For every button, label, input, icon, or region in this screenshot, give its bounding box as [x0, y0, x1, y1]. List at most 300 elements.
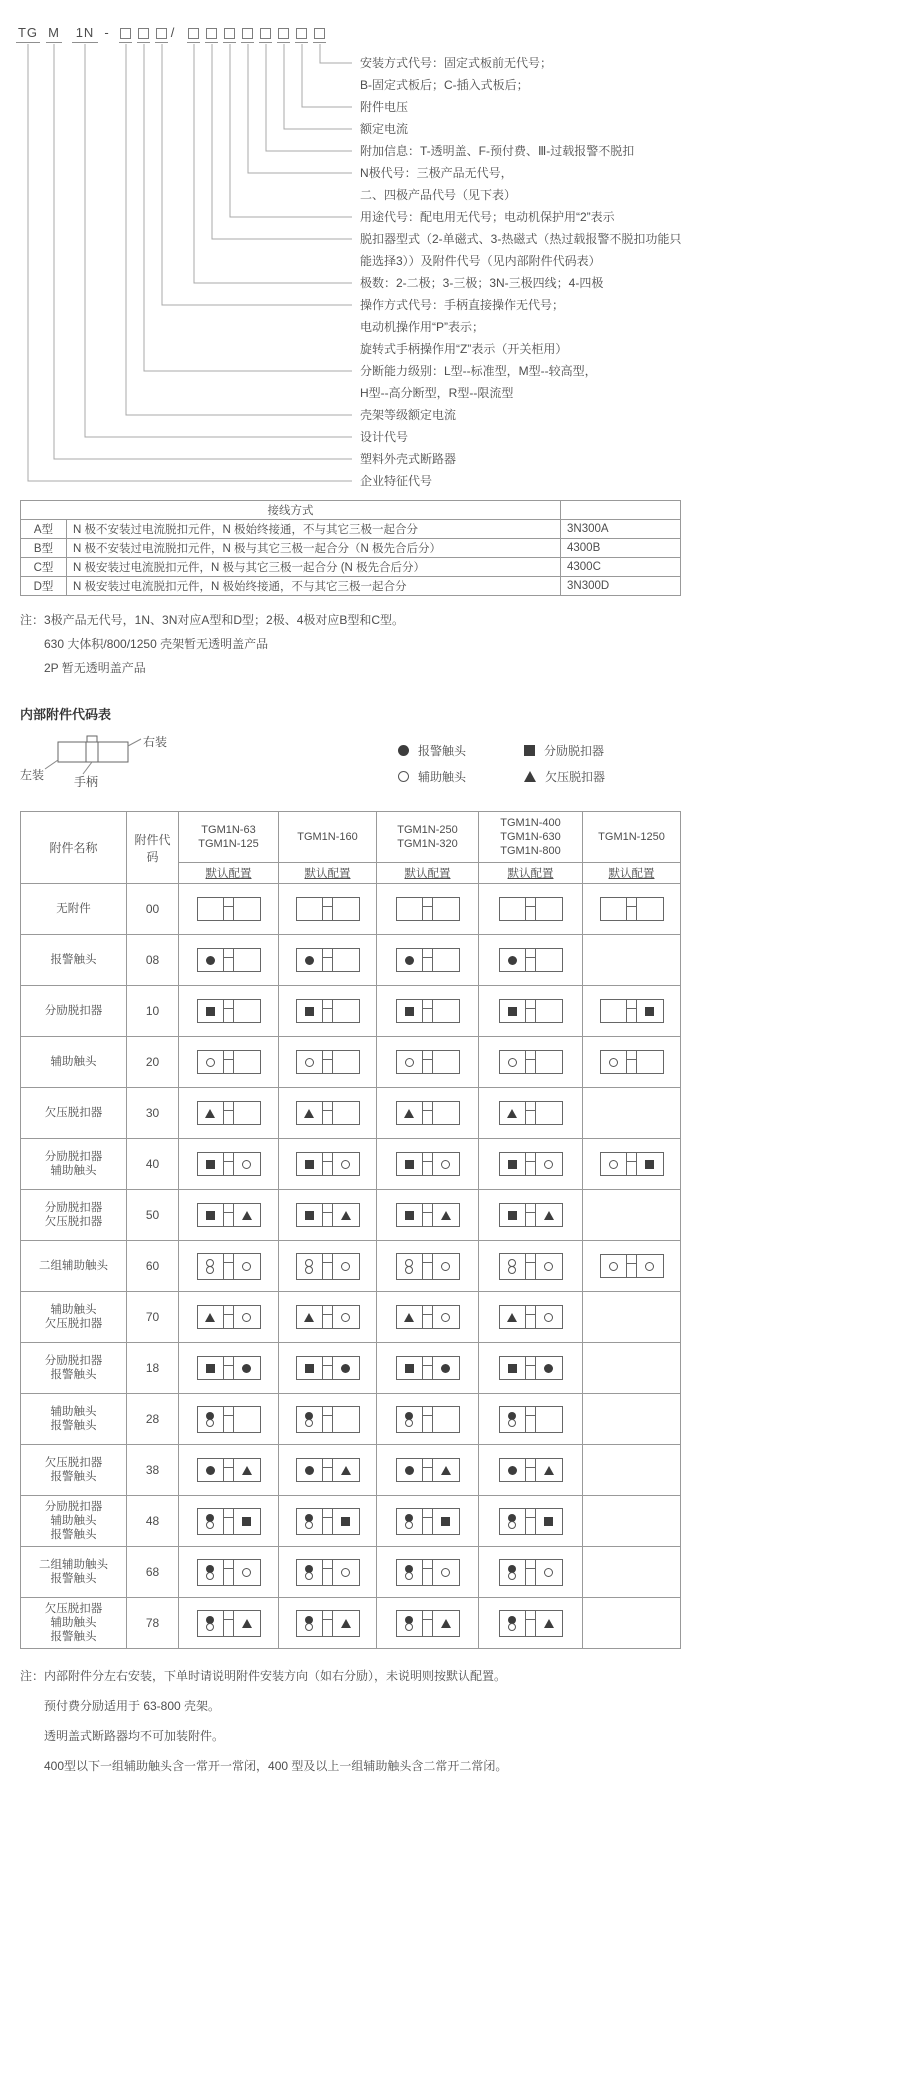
aux-contact-icon [305, 1623, 313, 1631]
diagram-right-zone [333, 1357, 359, 1379]
shunt-release-icon [508, 1160, 517, 1169]
accessory-name-line: 报警触头 [50, 1529, 97, 1541]
undervoltage-release-icon [544, 1619, 554, 1628]
legend-label: 报警触头 [418, 743, 467, 758]
accessory-diagram [197, 897, 261, 921]
accessory-diagram [296, 1050, 360, 1074]
diagram-left-zone [297, 1509, 323, 1534]
accessory-name-cell [21, 1241, 127, 1292]
undervoltage-release-icon [441, 1466, 451, 1475]
diagram-left-zone [397, 1407, 423, 1432]
diagram-handle-strip [525, 1102, 536, 1124]
diagram-right-zone [234, 1306, 260, 1328]
accessory-name-cell [21, 1139, 127, 1190]
diagram-handle-strip [525, 1153, 536, 1175]
diagram-handle-strip [223, 949, 234, 971]
diagram-left-zone [297, 898, 323, 920]
default-config-header [179, 863, 279, 884]
callout-label: 能选择3））及附件代号（见内部附件代码表） [360, 254, 601, 268]
diagram-left-zone [601, 1051, 627, 1073]
accessory-row [21, 1292, 681, 1343]
diagram-right-zone [536, 1051, 562, 1073]
accessory-diagram-cell [279, 1292, 377, 1343]
diagram-right-zone [536, 949, 562, 971]
diagram-left-zone [500, 1000, 526, 1022]
diagram-left-zone [500, 1306, 526, 1328]
undervoltage-release-icon [441, 1211, 451, 1220]
model-name: TGM1N-630 [500, 831, 561, 843]
aux-contact-icon [405, 1419, 413, 1427]
diagram-right-zone [433, 949, 459, 971]
accessory-name-cell [21, 1088, 127, 1139]
diagram-handle-strip [525, 898, 536, 920]
diagram-left-zone [198, 1357, 224, 1379]
accessory-diagram [296, 1101, 360, 1125]
diagram-left-zone [397, 1000, 423, 1022]
accessory-code-cell: 50 [127, 1190, 179, 1241]
undervoltage-release-icon [242, 1211, 252, 1220]
diagram-left-zone [397, 1560, 423, 1585]
diagram-handle-strip [223, 1560, 234, 1585]
accessory-diagram-cell [279, 884, 377, 935]
model-code-part: - [104, 25, 110, 40]
diagram-left-zone [500, 1254, 526, 1279]
accessory-diagram-cell [279, 1445, 377, 1496]
accessory-diagram-cell [583, 1394, 681, 1445]
callout-label: N极代号：三极产品无代号， [360, 166, 513, 180]
diagram-left-zone [500, 898, 526, 920]
code-box-square [314, 28, 325, 39]
diagram-handle-strip [422, 1407, 433, 1432]
model-code-box [137, 26, 150, 43]
accessory-diagram [396, 1305, 460, 1329]
accessory-diagram-cell [279, 986, 377, 1037]
shunt-release-icon [405, 1007, 414, 1016]
wiring-type-cell: C型 [21, 558, 67, 577]
wiring-row [21, 539, 681, 558]
accessory-name-line: 报警触头 [50, 954, 97, 966]
accessory-diagram-cell [583, 1598, 681, 1649]
accessory-name-cell [21, 1394, 127, 1445]
accessory-name-line: 欠压脱扣器 [44, 1457, 103, 1469]
shunt-release-icon [544, 1517, 553, 1526]
diagram-handle-strip [422, 1611, 433, 1636]
accessory-diagram [296, 1253, 360, 1280]
diagram-right-zone [536, 1407, 562, 1432]
accessory-diagram-cell [179, 1190, 279, 1241]
accessory-diagram [600, 1050, 664, 1074]
diagram-left-zone [397, 1204, 423, 1226]
diagram-right-zone [333, 1153, 359, 1175]
accessory-code-cell: 78 [127, 1598, 179, 1649]
undervoltage-release-icon [341, 1211, 351, 1220]
aux-contact-icon [206, 1419, 214, 1427]
aux-contact-icon [405, 1266, 413, 1274]
accessory-diagram [499, 1253, 563, 1280]
accessory-name-cell [21, 1496, 127, 1547]
callout-label: 旋转式手柄操作用“Z”表示（开关柜用） [360, 342, 568, 356]
code-box-square [224, 28, 235, 39]
accessory-diagram-cell [377, 1292, 479, 1343]
diagram-left-zone [500, 1560, 526, 1585]
accessory-name-line: 辅助触头 [50, 1617, 97, 1629]
accessory-diagram-cell [377, 884, 479, 935]
accessory-diagram-cell [583, 1241, 681, 1292]
handle-left-label: 左装 [20, 768, 45, 782]
accessory-name-line: 报警触头 [50, 1471, 97, 1483]
shunt-release-icon [305, 1160, 314, 1169]
accessory-diagram-cell [279, 1547, 377, 1598]
diagram-handle-strip [422, 898, 433, 920]
accessory-diagram [396, 1253, 460, 1280]
undervoltage-release-icon [544, 1211, 554, 1220]
accessory-diagram [296, 897, 360, 921]
shunt-release-icon [206, 1364, 215, 1373]
callout-label: 壳架等级额定电流 [360, 408, 457, 422]
diagram-right-zone [333, 1204, 359, 1226]
undervoltage-release-icon [404, 1109, 414, 1118]
wiring-code-cell: 3N300A [561, 520, 681, 539]
undervoltage-release-icon [544, 1466, 554, 1475]
accessory-code-cell: 70 [127, 1292, 179, 1343]
diagram-handle-strip [422, 949, 433, 971]
callout-label: 脱扣器型式（2-单磁式、3-热磁式（热过载报警不脱扣功能只 [360, 232, 682, 246]
accessory-diagram [197, 1152, 261, 1176]
diagram-handle-strip [223, 1357, 234, 1379]
diagram-left-zone [297, 1204, 323, 1226]
accessory-diagram-cell [479, 935, 583, 986]
diagram-handle-strip [322, 1102, 333, 1124]
aux-contact-icon [341, 1313, 350, 1322]
alarm-contact-icon [405, 956, 414, 965]
accessory-row [21, 884, 681, 935]
note-line: 注：3极产品无代号，1N、3N对应A型和D型；2极、4极对应B型和C型。 [20, 613, 405, 627]
diagram-left-zone [297, 1560, 323, 1585]
diagram-right-zone [234, 898, 260, 920]
aux-contact-icon [645, 1262, 654, 1271]
undervoltage-release-icon [441, 1619, 451, 1628]
accessory-diagram-cell [479, 1190, 583, 1241]
wiring-code-cell: 4300C [561, 558, 681, 577]
accessory-diagram-cell [583, 1139, 681, 1190]
accessory-diagram-cell [377, 1139, 479, 1190]
accessory-diagram-cell [583, 884, 681, 935]
accessory-diagram [600, 1254, 664, 1278]
accessory-diagram [296, 1559, 360, 1586]
undervoltage-release-icon [304, 1313, 314, 1322]
diagram-left-zone [397, 949, 423, 971]
accessory-row [21, 1088, 681, 1139]
aux-contact-icon [405, 1521, 413, 1529]
accessory-diagram-cell [279, 1394, 377, 1445]
diagram-left-zone [297, 1254, 323, 1279]
default-config-header [377, 863, 479, 884]
accessory-diagram [499, 1050, 563, 1074]
diagram-handle-strip [223, 1000, 234, 1022]
wiring-notes [20, 608, 900, 680]
accessory-code-cell: 20 [127, 1037, 179, 1088]
accessory-model-header [377, 812, 479, 863]
diagram-right-zone [234, 1509, 260, 1534]
diagram-right-zone [234, 1102, 260, 1124]
diagram-right-zone [433, 1357, 459, 1379]
accessory-code-cell: 60 [127, 1241, 179, 1292]
accessory-code-cell: 68 [127, 1547, 179, 1598]
accessory-model-header [583, 812, 681, 863]
diagram-right-zone [536, 1153, 562, 1175]
accessory-diagram [396, 1050, 460, 1074]
legend-label: 欠压脱扣器 [545, 769, 606, 784]
callout-label: 操作方式代号：手柄直接操作无代号； [360, 298, 565, 312]
note-line: 透明盖式断路器均不可加装附件。 [44, 1729, 225, 1743]
accessory-diagram [499, 1508, 563, 1535]
accessory-diagram [396, 1101, 460, 1125]
accessory-diagram-cell [377, 1394, 479, 1445]
accessory-code-header: 附件代码 [127, 812, 179, 884]
diagram-right-zone [536, 1459, 562, 1481]
diagram-right-zone [234, 1611, 260, 1636]
accessory-figure-row [20, 733, 900, 799]
callout-label: 额定电流 [360, 122, 409, 136]
accessory-name-line: 报警触头 [50, 1631, 97, 1643]
accessory-diagram-cell [479, 1292, 583, 1343]
diagram-right-zone [333, 1611, 359, 1636]
default-config-label: 默认配置 [304, 868, 351, 880]
accessory-name-cell [21, 884, 127, 935]
diagram-handle-strip [422, 1000, 433, 1022]
accessory-diagram-cell [479, 1547, 583, 1598]
diagram-right-zone [637, 1051, 663, 1073]
note-line: 630 大体积/800/1250 壳架暂无透明盖产品 [44, 637, 269, 651]
diagram-right-zone [536, 1102, 562, 1124]
alarm-contact-icon [544, 1364, 553, 1373]
code-box-square [138, 28, 149, 39]
diagram-handle-strip [525, 1459, 536, 1481]
accessory-diagram [396, 1356, 460, 1380]
callout-label: 极数：2-二极；3-三极；3N-三极四线；4-四极 [360, 276, 604, 290]
alarm-contact-icon [305, 1466, 314, 1475]
accessory-diagram [499, 1406, 563, 1433]
shunt-release-icon [645, 1007, 654, 1016]
accessory-name-line: 分励脱扣器 [44, 1005, 103, 1017]
shunt-release-icon [524, 745, 535, 756]
accessory-table-head [21, 812, 681, 884]
accessory-diagram-cell [179, 986, 279, 1037]
aux-contact-icon [341, 1160, 350, 1169]
undervoltage-release-icon [205, 1313, 215, 1322]
model-code-part: / [170, 25, 176, 40]
accessory-name-line: 二组辅助触头 [39, 1260, 108, 1272]
accessory-diagram [396, 1406, 460, 1433]
accessory-diagram-cell [179, 1088, 279, 1139]
diagram-right-zone [433, 1102, 459, 1124]
accessory-name-line: 辅助触头 [50, 1165, 97, 1177]
accessory-name-line: 二组辅助触头 [39, 1559, 108, 1571]
accessory-diagram-cell [583, 1343, 681, 1394]
diagram-right-zone [433, 898, 459, 920]
code-box-square [188, 28, 199, 39]
accessory-diagram [197, 1050, 261, 1074]
undervoltage-release-icon [304, 1109, 314, 1118]
diagram-handle-strip [525, 1306, 536, 1328]
accessory-diagram [396, 1559, 460, 1586]
accessory-diagram-cell [179, 1343, 279, 1394]
accessory-diagram [197, 1305, 261, 1329]
diagram-handle-strip [525, 949, 536, 971]
accessory-diagram [396, 948, 460, 972]
accessory-name-line: 欠压脱扣器 [44, 1318, 103, 1330]
diagram-right-zone [536, 1611, 562, 1636]
accessory-row [21, 986, 681, 1037]
accessory-name-line: 分励脱扣器 [44, 1355, 103, 1367]
diagram-left-zone [500, 1153, 526, 1175]
aux-contact-icon [508, 1521, 516, 1529]
accessory-name-line: 辅助触头 [50, 1304, 97, 1316]
diagram-left-zone [500, 1102, 526, 1124]
accessory-diagram-cell [377, 1037, 479, 1088]
diagram-left-zone [397, 1459, 423, 1481]
diagram-handle-strip [322, 1357, 333, 1379]
legend-label: 辅助触头 [418, 769, 467, 784]
accessory-diagram-cell [179, 1241, 279, 1292]
accessory-diagram-cell [179, 1598, 279, 1649]
accessory-diagram [499, 1305, 563, 1329]
model-name: TGM1N-160 [297, 831, 358, 843]
diagram-right-zone [536, 1254, 562, 1279]
diagram-handle-strip [223, 898, 234, 920]
diagram-right-zone [234, 1153, 260, 1175]
diagram-right-zone [234, 1051, 260, 1073]
accessory-row [21, 1343, 681, 1394]
accessory-diagram [396, 897, 460, 921]
model-code-box [241, 26, 254, 43]
diagram-handle-strip [422, 1509, 433, 1534]
diagram-handle-strip [322, 1306, 333, 1328]
model-code-diagram [0, 0, 900, 500]
accessory-diagram [499, 1152, 563, 1176]
aux-contact-icon [305, 1521, 313, 1529]
wiring-code-cell: 4300B [561, 539, 681, 558]
aux-contact-icon [341, 1262, 350, 1271]
accessory-diagram [499, 1458, 563, 1482]
diagram-right-zone [234, 949, 260, 971]
accessory-name-cell [21, 1445, 127, 1496]
diagram-left-zone [500, 1051, 526, 1073]
aux-contact-icon [206, 1058, 215, 1067]
aux-contact-icon [206, 1521, 214, 1529]
shunt-release-icon [645, 1160, 654, 1169]
diagram-left-zone [198, 949, 224, 971]
handle-center-label: 手柄 [74, 775, 99, 789]
diagram-left-zone [601, 1255, 627, 1277]
undervoltage-release-icon [242, 1466, 252, 1475]
diagram-handle-strip [322, 1459, 333, 1481]
accessory-diagram-cell [377, 935, 479, 986]
diagram-right-zone [234, 1000, 260, 1022]
accessory-diagram-cell [479, 1496, 583, 1547]
accessory-name-cell [21, 1547, 127, 1598]
diagram-handle-strip [322, 1509, 333, 1534]
wiring-type-cell: D型 [21, 577, 67, 596]
diagram-left-zone [500, 1611, 526, 1636]
shunt-release-icon [405, 1364, 414, 1373]
accessory-model-header [179, 812, 279, 863]
accessory-name-line: 辅助触头 [50, 1406, 97, 1418]
shunt-release-icon [206, 1211, 215, 1220]
wiring-table [20, 500, 681, 596]
undervoltage-release-icon [524, 771, 536, 782]
accessory-diagram [197, 1458, 261, 1482]
diagram-right-zone [637, 1153, 663, 1175]
accessory-diagram-cell [179, 1496, 279, 1547]
diagram-right-zone [536, 1000, 562, 1022]
diagram-right-zone [433, 1560, 459, 1585]
aux-contact-icon [405, 1058, 414, 1067]
callout-labels [360, 52, 681, 492]
shunt-release-icon [508, 1364, 517, 1373]
accessory-diagram-cell [377, 1445, 479, 1496]
callout-label: 附加信息：T-透明盖、F-预付费、Ⅲ-过载报警不脱扣 [360, 144, 635, 158]
handle-figure [20, 733, 250, 795]
aux-contact-icon [242, 1313, 251, 1322]
callout-label: 附件电压 [360, 100, 409, 114]
diagram-right-zone [433, 1611, 459, 1636]
accessory-name-cell [21, 1343, 127, 1394]
accessory-row [21, 1445, 681, 1496]
alarm-contact-icon [206, 956, 215, 965]
diagram-right-zone [333, 1000, 359, 1022]
default-config-label: 默认配置 [404, 868, 451, 880]
diagram-left-zone [500, 949, 526, 971]
diagram-right-zone [433, 1000, 459, 1022]
wiring-row [21, 577, 681, 596]
diagram-handle-strip [422, 1459, 433, 1481]
code-box-square [296, 28, 307, 39]
handle-right-label: 右装 [143, 735, 168, 749]
model-code-part: 1N [72, 26, 98, 43]
diagram-handle-strip [322, 1204, 333, 1226]
diagram-left-zone [198, 1459, 224, 1481]
model-code-box [313, 26, 326, 43]
accessory-diagram-cell [479, 884, 583, 935]
callout-label: 用途代号：配电用无代号；电动机保护用“2”表示 [360, 210, 615, 224]
accessory-diagram [296, 1610, 360, 1637]
accessory-name-header: 附件名称 [21, 812, 127, 884]
accessory-diagram [396, 1152, 460, 1176]
diagram-handle-strip [626, 1000, 637, 1022]
diagram-handle-strip [322, 1000, 333, 1022]
accessory-name-line: 分励脱扣器 [44, 1202, 103, 1214]
diagram-right-zone [234, 1254, 260, 1279]
alarm-contact-icon [398, 745, 409, 756]
accessory-notes [20, 1661, 900, 1781]
accessory-diagram-cell [179, 935, 279, 986]
diagram-left-zone [198, 1000, 224, 1022]
shunt-release-icon [405, 1211, 414, 1220]
diagram-left-zone [601, 1153, 627, 1175]
accessory-diagram [499, 1356, 563, 1380]
diagram-right-zone [333, 1102, 359, 1124]
aux-contact-icon [544, 1262, 553, 1271]
accessory-diagram-cell [179, 1292, 279, 1343]
accessory-diagram-cell [377, 1598, 479, 1649]
wiring-desc-cell: N 极不安装过电流脱扣元件，N 极与其它三极一起合分（N 极先合后分） [67, 539, 561, 558]
accessory-diagram [296, 1508, 360, 1535]
accessory-diagram-cell [479, 1139, 583, 1190]
accessory-name-line: 分励脱扣器 [44, 1151, 103, 1163]
diagram-right-zone [536, 1509, 562, 1534]
callout-label: 安装方式代号：固定式板前无代号； [360, 56, 553, 70]
